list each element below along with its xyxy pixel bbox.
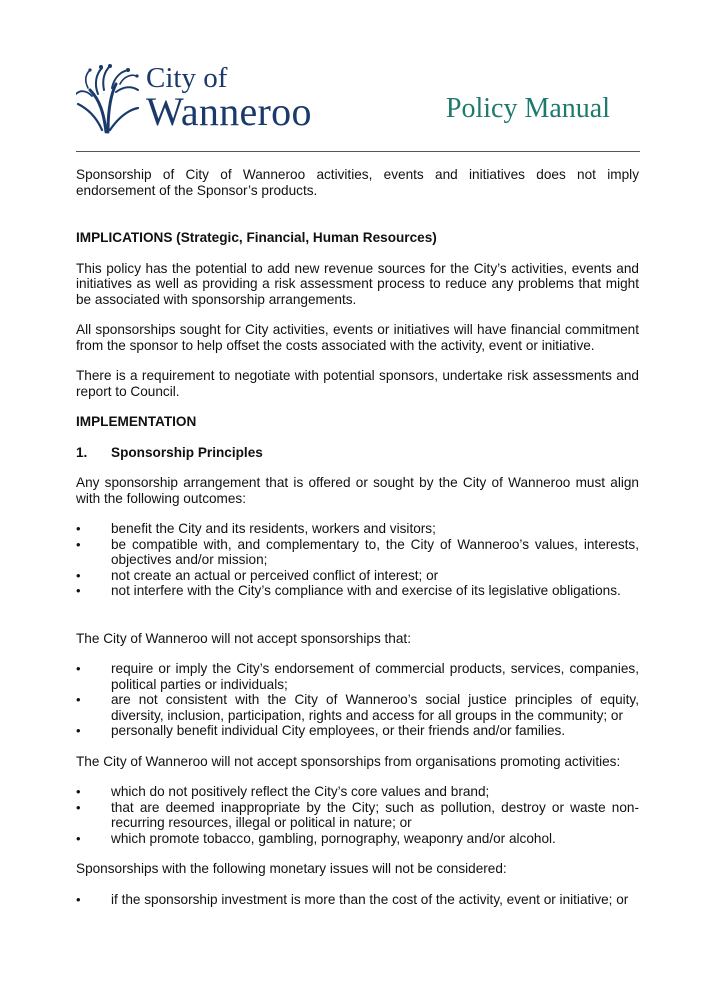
principles-intro: Any sponsorship arrangement that is offered or sought by the City of Wanneroo must align with the following outcomes: bbox=[76, 475, 639, 506]
section-1-heading bbox=[76, 445, 639, 461]
bullet-glyph: • bbox=[76, 784, 81, 799]
list-item-text: not create an actual or perceived conflict of interest; or bbox=[111, 567, 439, 583]
organisations-intro: The City of Wanneroo will not accept sponsorships from organisations promoting activities: bbox=[76, 753, 621, 769]
document-header bbox=[76, 62, 640, 152]
implications-paragraph-2: All sponsorships sought for City activities, events or initiatives will have financial commitment from the sponsor to help offset the costs associated with the activity, event or initiative. bbox=[76, 322, 639, 353]
section-1-title: Sponsorship Principles bbox=[111, 444, 263, 460]
list-item-text: if the sponsorship investment is more than the cost of the activity, event or initiative; or bbox=[111, 891, 629, 907]
list-item bbox=[76, 692, 639, 723]
list-item bbox=[76, 661, 639, 692]
monetary-intro: Sponsorships with the following monetary issues will not be considered: bbox=[76, 861, 507, 876]
bullet-glyph: • bbox=[76, 830, 81, 846]
logo-text-wanneroo: Wanneroo bbox=[146, 89, 312, 134]
implications-paragraph-1: This policy has the potential to add new revenue sources for the City’s activities, events and initiatives as well as providing a risk assessment process to reduce any problems that might be associated with sponsorship arrangements. bbox=[76, 260, 639, 307]
not-accept-intro: The City of Wanneroo will not accept sponsorships that: bbox=[76, 630, 411, 646]
bullet-glyph: • bbox=[76, 583, 81, 598]
bullet-glyph: • bbox=[76, 521, 81, 536]
list-item-text: benefit the City and its residents, workers and visitors; bbox=[111, 521, 436, 536]
list-item-text: are not consistent with the City of Wanneroo’s social justice principles of equity, diversity, inclusion, participation, rights and access for all groups in the community; or bbox=[111, 692, 639, 723]
list-item-text: which do not positively reflect the City’s core values and brand; bbox=[111, 784, 490, 799]
monetary-list bbox=[76, 892, 639, 908]
list-item-text: personally benefit individual City employees, or their friends and/or families. bbox=[111, 723, 566, 738]
list-item bbox=[76, 583, 639, 599]
section-1-number: 1. bbox=[76, 444, 88, 460]
implications-heading: IMPLICATIONS (Strategic, Financial, Human Resources) bbox=[76, 230, 437, 245]
list-item bbox=[76, 892, 639, 908]
principles-list bbox=[76, 521, 639, 599]
bullet-glyph: • bbox=[76, 891, 81, 907]
bullet-glyph: • bbox=[76, 536, 81, 552]
list-item bbox=[76, 521, 639, 537]
bullet-glyph: • bbox=[76, 723, 81, 738]
list-item bbox=[76, 831, 639, 847]
list-item-text: not interfere with the City’s compliance with and exercise of its legislative obligations. bbox=[111, 583, 621, 598]
list-item bbox=[76, 723, 639, 739]
header-divider bbox=[76, 151, 640, 152]
bullet-glyph: • bbox=[76, 567, 81, 583]
list-item bbox=[76, 537, 639, 568]
implications-paragraph-3: There is a requirement to negotiate with potential sponsors, undertake risk assessments and report to Council. bbox=[76, 368, 639, 399]
wanneroo-grass-tree-logo-icon bbox=[76, 64, 142, 134]
document-body bbox=[76, 167, 639, 907]
city-logo bbox=[76, 62, 326, 136]
list-item bbox=[76, 800, 639, 831]
bullet-glyph: • bbox=[76, 799, 81, 815]
list-item-text: that are deemed inappropriate by the City; such as pollution, destroy or waste non-recurring resources, illegal or political in nature; or bbox=[111, 799, 639, 830]
bullet-glyph: • bbox=[76, 661, 81, 676]
intro-paragraph: Sponsorship of City of Wanneroo activities, events and initiatives does not imply endorsement of the Sponsor’s products. bbox=[76, 167, 639, 198]
list-item-text: be compatible with, and complementary to, the City of Wanneroo’s values, interests, objectives and/or mission; bbox=[111, 536, 639, 567]
implementation-heading: IMPLEMENTATION bbox=[76, 414, 197, 429]
list-item bbox=[76, 568, 639, 584]
bullet-glyph: • bbox=[76, 692, 81, 707]
list-item bbox=[76, 784, 639, 800]
list-item-text: require or imply the City’s endorsement of commercial products, services, companies, political parties or individuals; bbox=[111, 661, 639, 692]
policy-manual-title: Policy Manual bbox=[445, 93, 610, 124]
organisations-list bbox=[76, 784, 639, 846]
list-item-text: which promote tobacco, gambling, pornography, weaponry and/or alcohol. bbox=[111, 830, 556, 846]
logo-text-city-of: City of bbox=[146, 62, 228, 94]
not-accept-list bbox=[76, 661, 639, 739]
